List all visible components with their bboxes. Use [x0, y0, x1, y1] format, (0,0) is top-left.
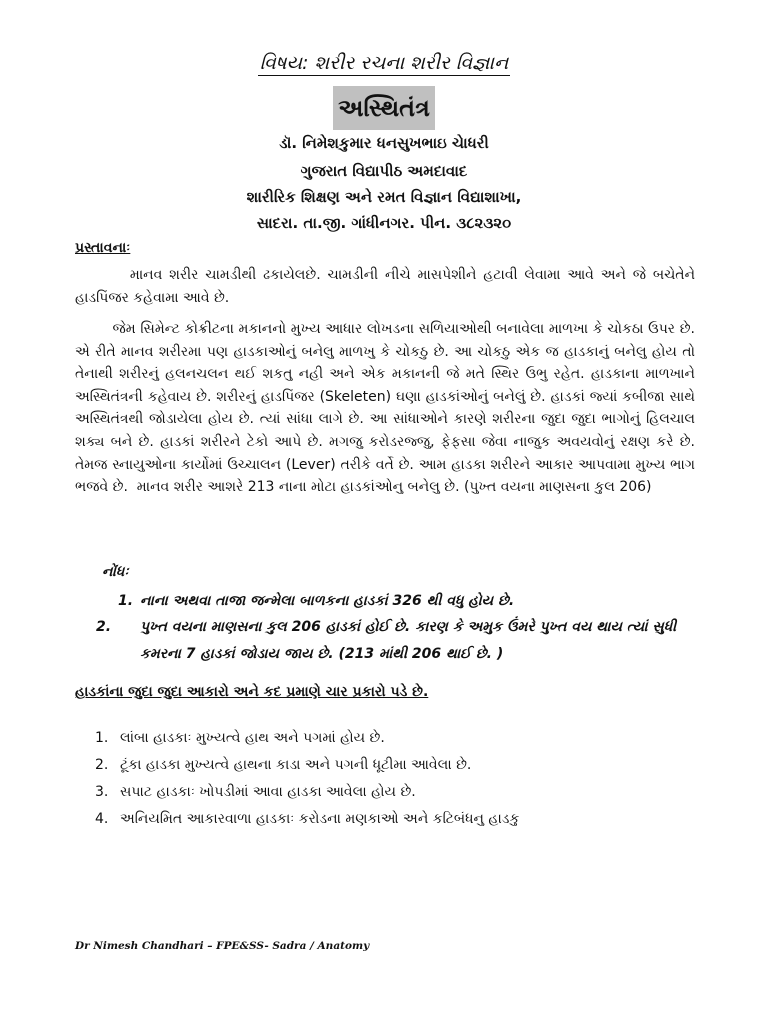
- list-number: 2.: [95, 757, 109, 773]
- page-footer: Dr Nimesh Chandhari – FPE&SS- Sadra / Anatomy: [75, 940, 370, 952]
- list-number: 4.: [95, 811, 109, 827]
- note-item: [96, 614, 720, 668]
- list-item: [95, 784, 416, 800]
- intro-paragraph-2: જેમ સિમેન્ટ કોક્રીટના મકાનનો મુખ્ય આધાર લોખડના સળિયાઓથી બનાવેલા માળખા કે ચોકઠા ઉપર છે. એ રીતે માનવ શરીરમા પણ હાડકાઓનું બનેલુ માળખુ કે ચોકઠુ છે. આ ચોકઠુ એક જ હાડકાનું બનેલુ હોય તો તેનાથી શરીરનું હલનચલન થઈ શકતુ નહી અને એક મકાનની જે મતે સ્થિર ઉભુ રહેત. હાડકાના માળખાને અસ્થિતંત્રની કહેવાય છે. શરીરનું હાડપિંજર (Skeleten) ઘણા હાડકાંઓનું બનેલું છે. હાડકાં જ્યાં કબીજા સાથે અસ્થિતંત્રથી જોડાયેલા હોય છે. ત્યાં સાંધા લાગે છે. આ સાંધાઓને કારણે શરીરના જુદા જુદા ભાગોનું હિલચાલ શક્ય બને છે. હાડકાં શરીરને ટેકો આપે છે. મગજુ કરોડરજ્જુ, ફેફસા જેવા નાજુક અવયવોનું રક્ષણ કરે છે. તેમજ સ્નાયુઓના કાર્યોમાં ઉચ્ચાલન (Lever) તરીકે વર્તે છે. આમ હાડકા શરીરને આકાર આપવામા મુખ્ય ભાગ ભજવે છે. માનવ શરીર આશરે 213 નાના મોટા હાડકાંઓનુ બનેલુ છે. (પુખ્ત વયના માણસના કુલ 206): [75, 321, 700, 496]
- subject-title: [0, 52, 768, 74]
- note-text: નાના અથવા તાજા જન્મેલા બાળકના હાડકાં 326 થી વધુ હોય છે.: [140, 593, 515, 609]
- notes-label: નોંધઃ: [102, 564, 129, 580]
- list-item: [95, 730, 385, 746]
- list-text: લાંબા હાડકાઃ મુખ્યત્વે હાથ અને પગમાં હોય છે.: [120, 730, 385, 746]
- intro-paragraph-1: માનવ શરીર ચામડીથી ઢકાયેલછે. ચામડીની નીચે માસપેશીને હટાવી લેવામા આવે અને જે બચેતેને હાડપિંજર કહેવામા આવે છે.: [75, 267, 700, 306]
- author-faculty: શારીરિક શિક્ષણ અને રમત વિજ્ઞાન વિદ્યાશાખા,: [246, 188, 522, 206]
- list-item: [95, 757, 471, 773]
- intro-heading: પ્રસ્તાવનાઃ: [75, 240, 131, 256]
- author-institution: ગુજરાત વિદ્યાપીઠ અમદાવાદ: [300, 162, 468, 180]
- author-name: ડૉ. નિમેશકુમાર ધનસુખભાઇ ચેાધરી: [279, 134, 489, 152]
- chapter-title: અસ્થિતંત્ર: [333, 86, 435, 130]
- subject-title-text: વિષય: શરીર રચના શરીર વિજ્ઞાન: [259, 52, 509, 74]
- note-text: પુખ્ત વયના માણસના કુલ 206 હાડકાં હોઈ છે. કારણ કે અમુક ઉંમરે પુખ્ત વય થાય ત્યાં સુધી કમરના 7 હાડકાં જોડાય જાય છે. (213 માંથી 206 થાઈ છે. ): [140, 619, 677, 662]
- list-number: 3.: [95, 784, 109, 800]
- list-text: ટૂંકા હાડકા મુખ્યત્વે હાથના કાડા અને પગની ધૂટીમા આવેલા છે.: [120, 757, 472, 773]
- list-number: 1.: [95, 730, 109, 746]
- list-item: [95, 811, 519, 827]
- list-text: અનિયમિત આકારવાળા હાડકાઃ કરોડના મણકાઓ અને કટિબંધનુ હાડકુ: [120, 811, 520, 827]
- bone-types-heading: હાડકાંના જુદા જુદા આકારો અને કદ પ્રમાણે ચાર પ્રકારો પડે છે.: [75, 684, 429, 700]
- author-address: સાદરા. તા.જી. ગાંધીનગર. પીન. ૩૮૨૩૨૦: [256, 214, 512, 232]
- note-item: [118, 588, 698, 615]
- list-text: સપાટ હાડકાઃ ખોપડીમાં આવા હાડકા આવેલા હોય છે.: [120, 784, 416, 800]
- note-number: 2.: [96, 619, 112, 635]
- note-number: 1.: [118, 593, 134, 609]
